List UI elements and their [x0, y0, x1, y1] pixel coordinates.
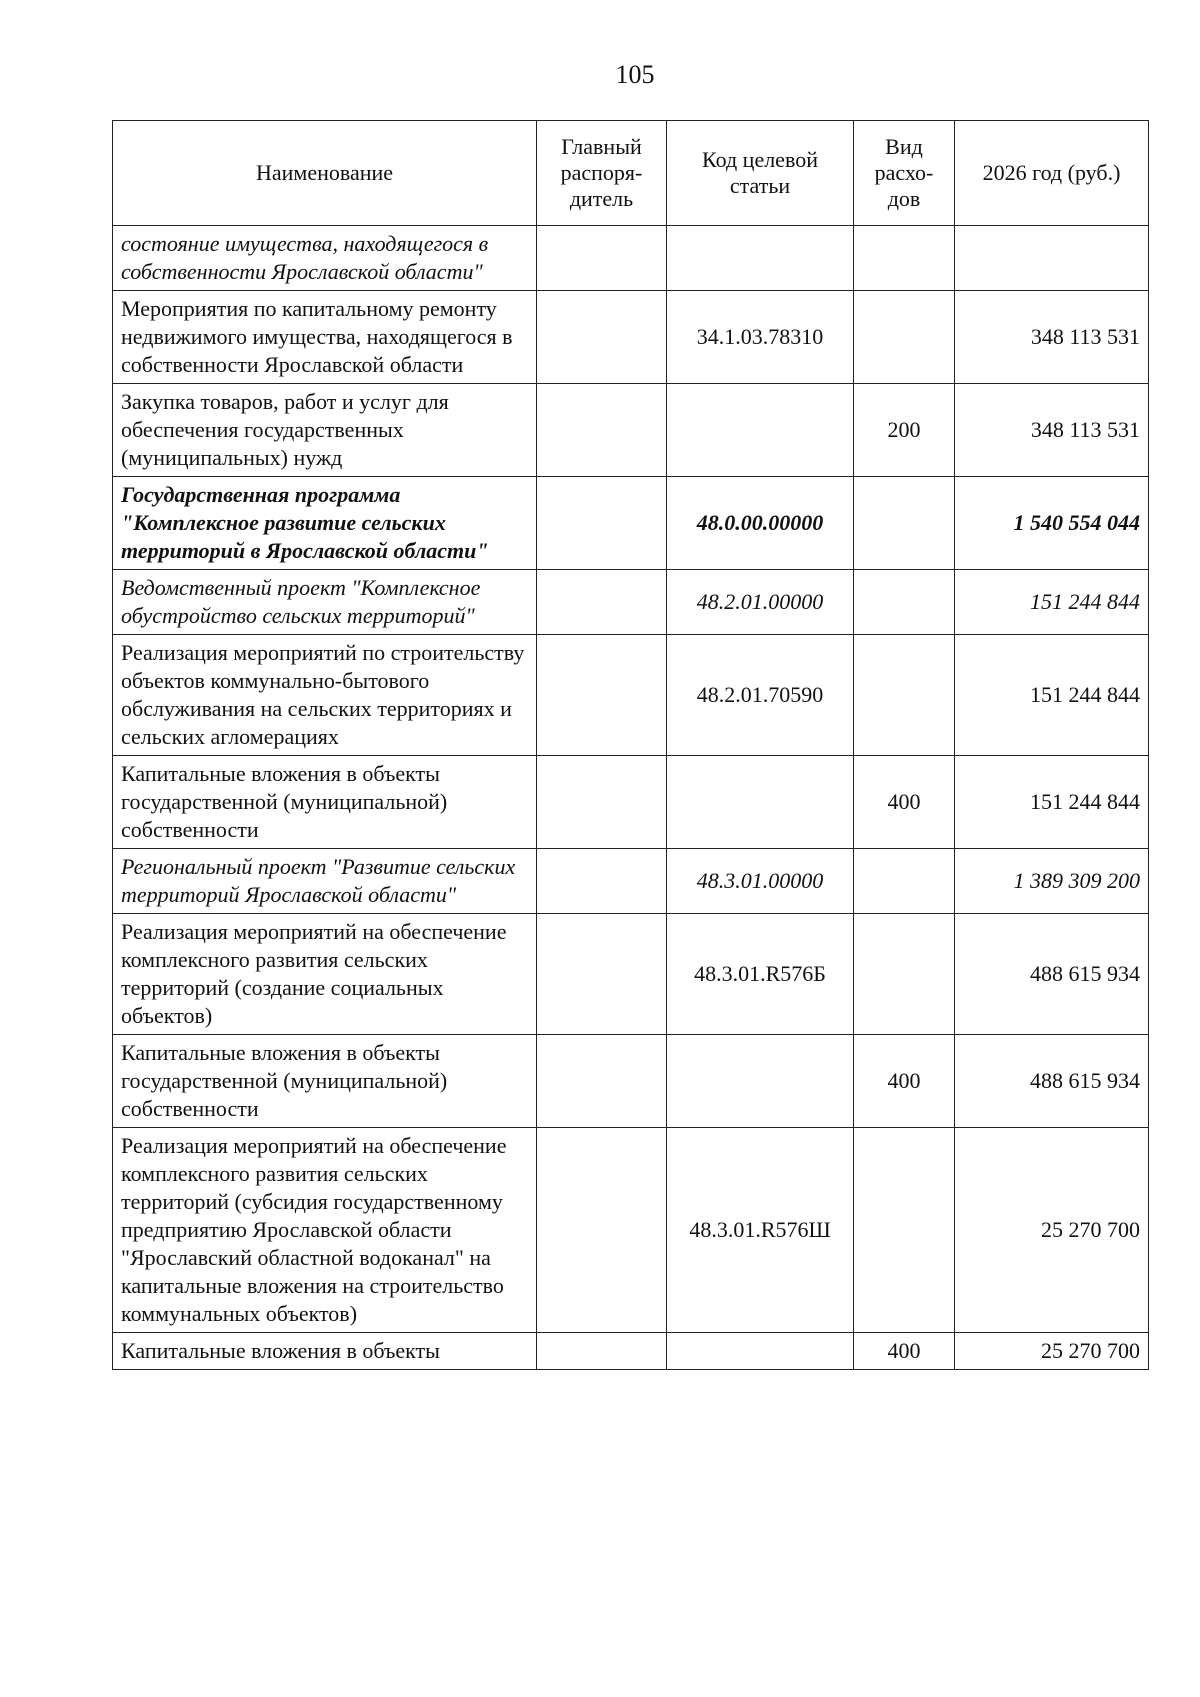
header-admin: Главный распоря-дитель: [537, 121, 667, 226]
cell-code: 34.1.03.78310: [667, 291, 854, 384]
cell-name: Капитальные вложения в объекты государственной (муниципальной) собственности: [113, 756, 537, 849]
table-row: [113, 570, 1149, 635]
cell-admin: [537, 914, 667, 1035]
page-number: 105: [615, 60, 655, 89]
cell-name: Государственная программа "Комплексное развитие сельских территорий в Ярославской области": [113, 477, 537, 570]
header-name: Наименование: [113, 121, 537, 226]
cell-code: 48.2.01.70590: [667, 635, 854, 756]
cell-type: [854, 570, 955, 635]
cell-admin: [537, 756, 667, 849]
header-amount: 2026 год (руб.): [955, 121, 1149, 226]
cell-code: [667, 1035, 854, 1128]
cell-amount: 1 540 554 044: [955, 477, 1149, 570]
table-row: [113, 1035, 1149, 1128]
cell-amount: 151 244 844: [955, 570, 1149, 635]
cell-admin: [537, 1333, 667, 1370]
cell-name: Реализация мероприятий по строительству объектов коммунально-бытового обслуживания на сельских территориях и сельских агломерациях: [113, 635, 537, 756]
table-row: [113, 914, 1149, 1035]
cell-type: 400: [854, 1333, 955, 1370]
cell-amount: 151 244 844: [955, 756, 1149, 849]
table-row: [113, 635, 1149, 756]
cell-code: 48.3.01.00000: [667, 849, 854, 914]
cell-type: [854, 849, 955, 914]
cell-admin: [537, 477, 667, 570]
table-body: [113, 226, 1149, 1370]
cell-name: Капитальные вложения в объекты государственной (муниципальной) собственности: [113, 1035, 537, 1128]
cell-amount: 25 270 700: [955, 1333, 1149, 1370]
cell-code: 48.3.01.R576Ш: [667, 1128, 854, 1333]
table-row: [113, 1333, 1149, 1370]
cell-amount: [955, 226, 1149, 291]
header-type: Вид расхо-дов: [854, 121, 955, 226]
cell-amount: 1 389 309 200: [955, 849, 1149, 914]
cell-type: [854, 226, 955, 291]
cell-name: Закупка товаров, работ и услуг для обеспечения государственных (муниципальных) нужд: [113, 384, 537, 477]
header-code: Код целевой статьи: [667, 121, 854, 226]
cell-amount: 348 113 531: [955, 291, 1149, 384]
cell-admin: [537, 635, 667, 756]
cell-amount: 348 113 531: [955, 384, 1149, 477]
cell-type: [854, 1128, 955, 1333]
cell-admin: [537, 570, 667, 635]
cell-amount: 488 615 934: [955, 914, 1149, 1035]
cell-code: [667, 756, 854, 849]
cell-amount: 151 244 844: [955, 635, 1149, 756]
cell-admin: [537, 849, 667, 914]
table-row: [113, 1128, 1149, 1333]
cell-type: 200: [854, 384, 955, 477]
cell-name: Региональный проект "Развитие сельских территорий Ярославской области": [113, 849, 537, 914]
cell-admin: [537, 384, 667, 477]
cell-admin: [537, 1035, 667, 1128]
cell-code: 48.0.00.00000: [667, 477, 854, 570]
table-row: [113, 849, 1149, 914]
cell-admin: [537, 226, 667, 291]
cell-type: [854, 914, 955, 1035]
cell-name: состояние имущества, находящегося в собственности Ярославской области": [113, 226, 537, 291]
table-row: [113, 384, 1149, 477]
cell-admin: [537, 1128, 667, 1333]
cell-type: 400: [854, 756, 955, 849]
cell-type: [854, 291, 955, 384]
table-header-row: [113, 121, 1149, 226]
cell-name: Мероприятия по капитальному ремонту недвижимого имущества, находящегося в собственности Ярославской области: [113, 291, 537, 384]
cell-type: [854, 635, 955, 756]
table-row: [113, 477, 1149, 570]
cell-code: [667, 226, 854, 291]
cell-name: Капитальные вложения в объекты: [113, 1333, 537, 1370]
cell-code: [667, 1333, 854, 1370]
cell-code: 48.2.01.00000: [667, 570, 854, 635]
cell-amount: 25 270 700: [955, 1128, 1149, 1333]
table-row: [113, 756, 1149, 849]
cell-code: [667, 384, 854, 477]
table-row: [113, 291, 1149, 384]
cell-code: 48.3.01.R576Б: [667, 914, 854, 1035]
cell-admin: [537, 291, 667, 384]
cell-type: [854, 477, 955, 570]
cell-name: Реализация мероприятий на обеспечение комплексного развития сельских территорий (создание социальных объектов): [113, 914, 537, 1035]
table-row: [113, 226, 1149, 291]
cell-name: Ведомственный проект "Комплексное обустройство сельских территорий": [113, 570, 537, 635]
cell-type: 400: [854, 1035, 955, 1128]
budget-table: [112, 120, 1149, 1370]
cell-name: Реализация мероприятий на обеспечение комплексного развития сельских территорий (субсидия государственному предприятию Ярославской области "Ярославский областной водоканал" на капитальные вложения на строительство коммунальных объектов): [113, 1128, 537, 1333]
cell-amount: 488 615 934: [955, 1035, 1149, 1128]
